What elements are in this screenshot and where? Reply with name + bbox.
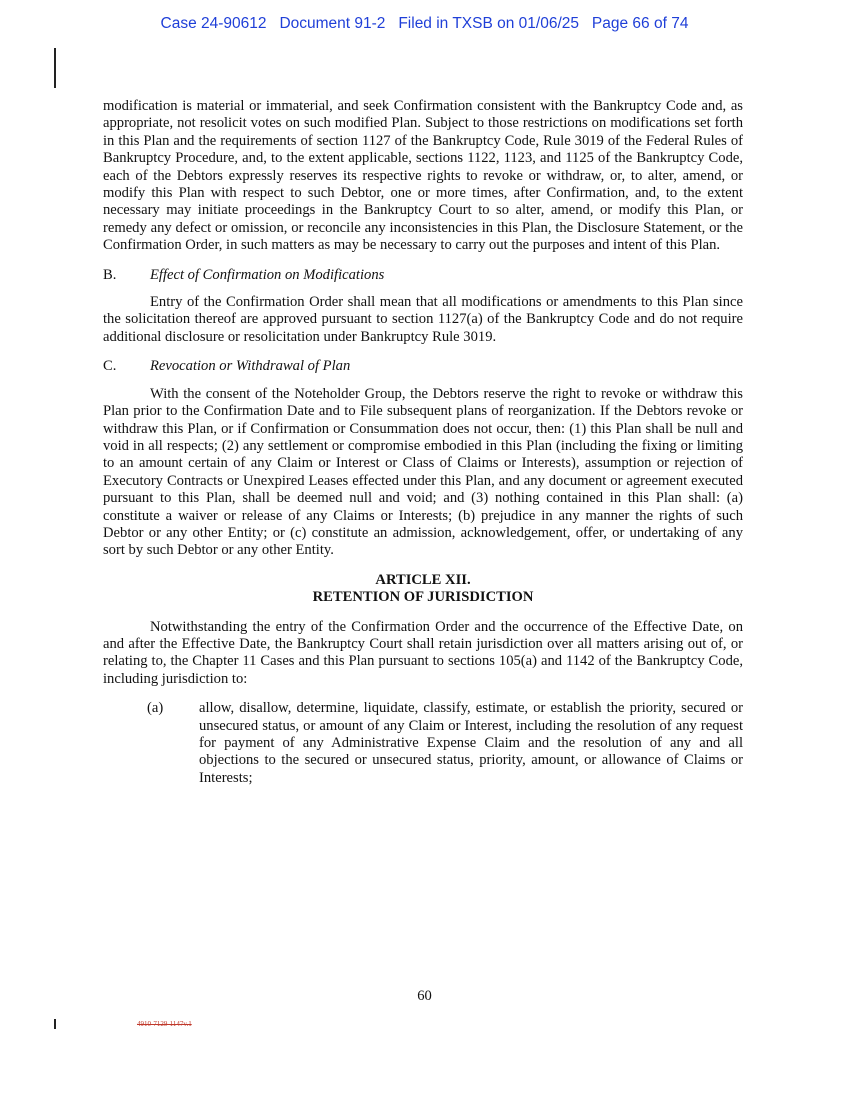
case-header: Case 24-90612 Document 91-2 Filed in TXSB on 01/06/25 Page 66 of 74 bbox=[160, 15, 689, 32]
article-number: ARTICLE XII. bbox=[375, 571, 471, 588]
page-number: 60 bbox=[417, 988, 432, 1004]
section-c-title: Revocation or Withdrawal of Plan bbox=[150, 358, 351, 375]
change-bar-top bbox=[54, 48, 56, 88]
change-bar-bottom bbox=[54, 1019, 56, 1029]
section-b-title: Effect of Confirmation on Modifications bbox=[150, 266, 385, 283]
section-c-letter: C. bbox=[103, 358, 117, 375]
jurisdiction-intro: Notwithstanding the entry of the Confirmation Order and the occurrence of the Effective Date, on and after the Effective Date, the Bankruptcy Court shall retain jurisdiction over all matters arising out of, or relating to, the Chapter 11 Cases and this Plan pursuant to sections 105(a) and 1142 of the Bankruptcy Code, including jurisdiction to: bbox=[103, 618, 743, 687]
list-item-a bbox=[147, 700, 743, 787]
list-item-a-label: (a) bbox=[147, 700, 164, 717]
section-c-heading bbox=[103, 358, 743, 375]
article-heading bbox=[103, 572, 743, 607]
section-b-text: Entry of the Confirmation Order shall mean that all modifications or amendments to this Plan since the solicitation thereof are approved pursuant to section 1127(a) of the Bankruptcy Code and do not require additional disclosure or resolicitation under Bankruptcy Rule 3019. bbox=[103, 294, 743, 345]
section-b-heading bbox=[103, 267, 743, 284]
article-title: RETENTION OF JURISDICTION bbox=[312, 589, 534, 606]
document-body bbox=[103, 98, 743, 787]
list-item-a-text: allow, disallow, determine, liquidate, classify, estimate, or establish the priority, secured or unsecured status, or amount of any Claim or Interest, including the resolution of any request for payment of any Administrative Expense Claim and the resolution of any and all objections to the secured or unsecured status, priority, amount, or allowance of Claims or Interests; bbox=[199, 700, 743, 786]
section-b-letter: B. bbox=[103, 266, 117, 283]
paragraph-intro: modification is material or immaterial, and seek Confirmation consistent with the Bankruptcy Code and, as appropriate, not resolicit votes on such modified Plan. Subject to those restrictions on modifications set forth in this Plan and the requirements of section 1127 of the Bankruptcy Code, Rule 3019 of the Federal Rules of Bankruptcy Procedure, and, to the extent applicable, sections 1122, 1123, and 1125 of the Bankruptcy Code, each of the Debtors expressly reserves its respective rights to revoke or withdraw, or, to alter, amend, or modify this Plan with respect to such Debtor, one or more times, after Confirmation, and, to the extent necessary may initiate proceedings in the Bankruptcy Court to so alter, amend, or modify this Plan, or remedy any defect or omission, or reconcile any inconsistencies in this Plan, the Disclosure Statement, or the Confirmation Order, in such matters as may be necessary to carry out the purposes and intent of this Plan. bbox=[103, 98, 743, 254]
document-id: 4910-7129-1147v.1 bbox=[137, 1020, 192, 1028]
section-c-text: With the consent of the Noteholder Group, the Debtors reserve the right to revoke or withdraw this Plan prior to the Confirmation Date and to File subsequent plans of reorganization. If the Debtors revoke or withdraw this Plan, or if Confirmation or Consummation does not occur, then: (1) this Plan shall be null and void in all respects; (2) any settlement or compromise embodied in this Plan (including the fixing or limiting to an amount certain of any Claim or Interest or Class of Claims or Interests), assumption or rejection of Executory Contracts or Unexpired Leases effected under this Plan, and any document or agreement executed pursuant to this Plan, shall be deemed null and void; and (3) nothing contained in this Plan shall: (a) constitute a waiver or release of any Claims or Interests; (b) prejudice in any manner the rights of such Debtor or any other Entity; or (c) constitute an admission, acknowledgement, offer, or undertaking of any sort by such Debtor or any other Entity. bbox=[103, 385, 743, 559]
